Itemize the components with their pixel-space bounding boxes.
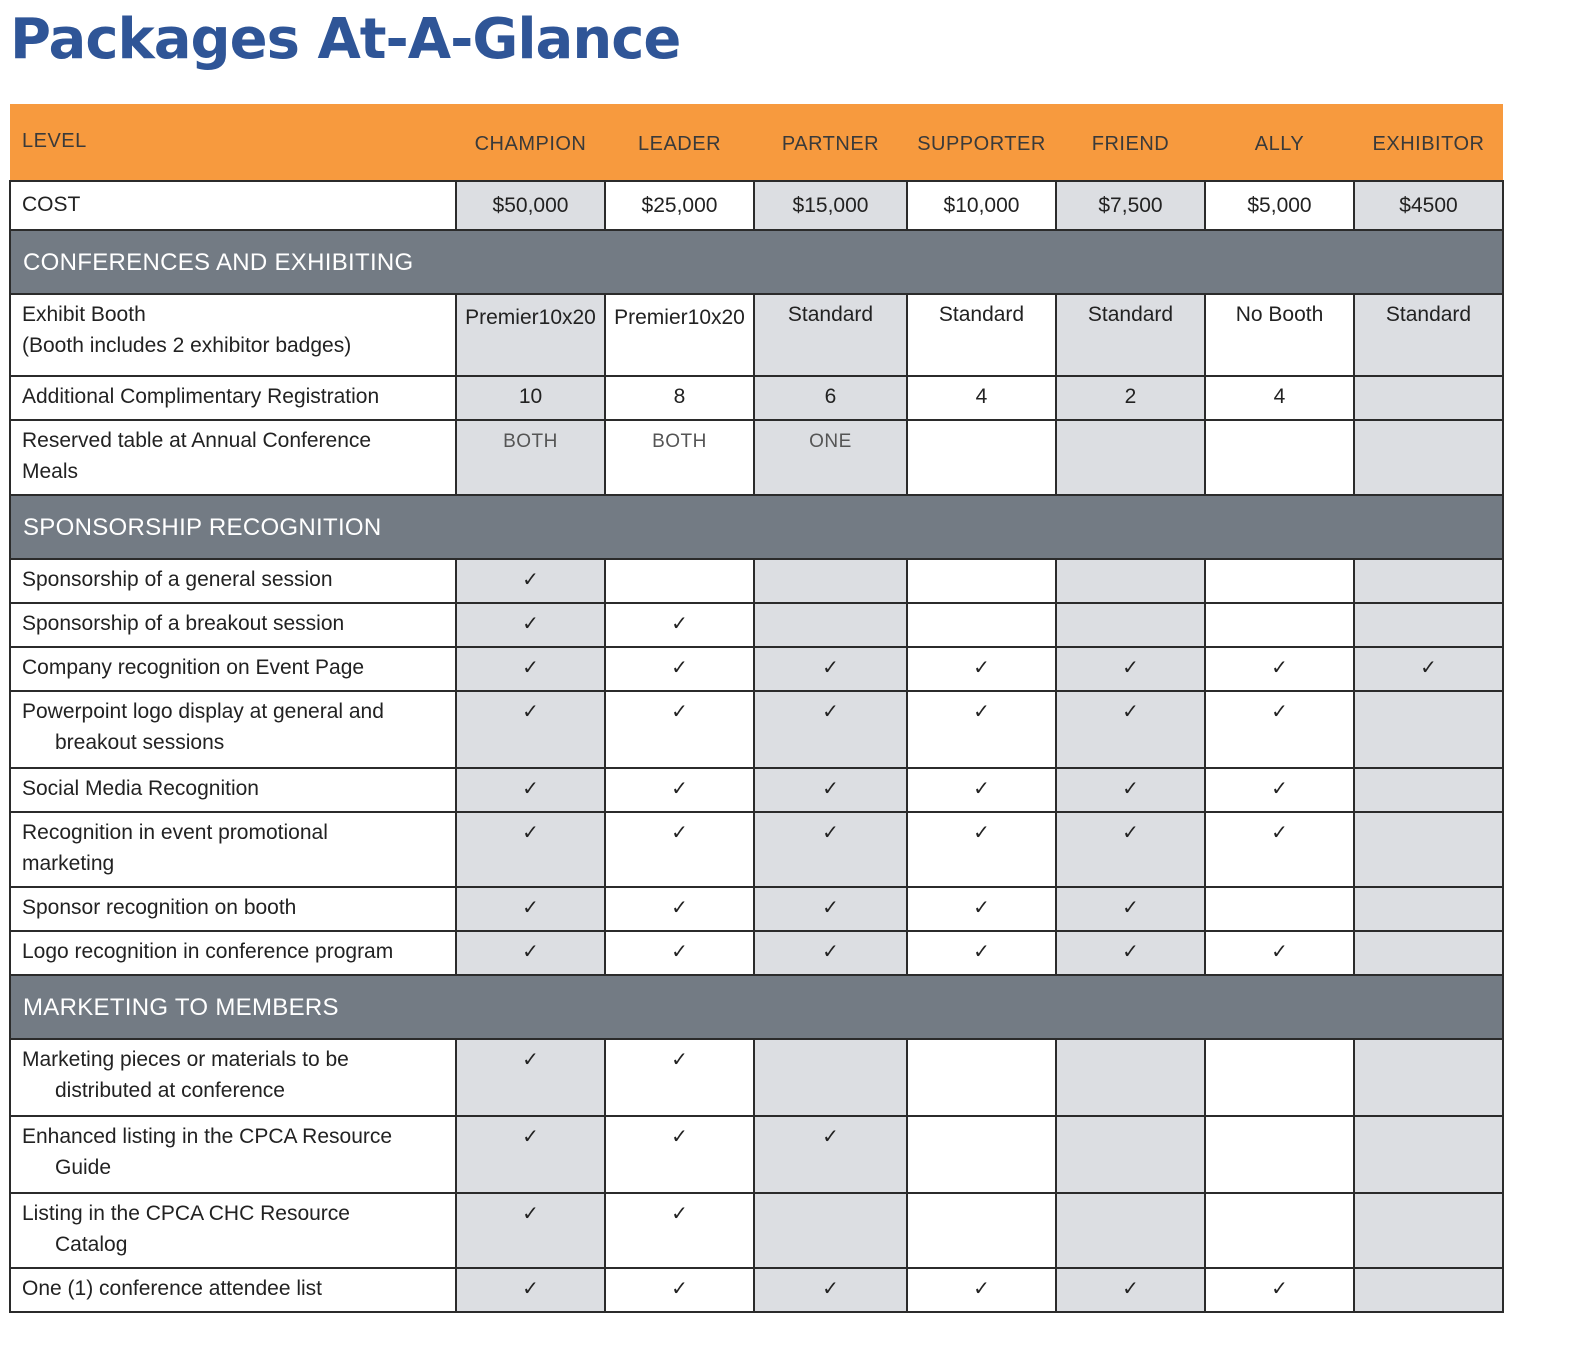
cost-value: $15,000 bbox=[754, 181, 907, 230]
cost-value: $10,000 bbox=[907, 181, 1056, 230]
level-cell bbox=[456, 1193, 605, 1268]
level-cell bbox=[1056, 376, 1205, 420]
level-cell bbox=[907, 647, 1056, 691]
level-cell bbox=[754, 1268, 907, 1312]
row-label-line: Sponsor recognition on booth bbox=[22, 896, 297, 919]
cell-value: Premier bbox=[465, 306, 539, 329]
checkmark-icon: ✓ bbox=[1420, 655, 1437, 679]
checkmark-icon: ✓ bbox=[1122, 939, 1139, 963]
checkmark-icon: ✓ bbox=[973, 776, 990, 800]
checkmark-icon: ✓ bbox=[1271, 655, 1288, 679]
checkmark-icon: ✓ bbox=[522, 1124, 539, 1148]
cell-value: 4 bbox=[1273, 385, 1286, 408]
checkmark-icon: ✓ bbox=[522, 895, 539, 919]
level-cell bbox=[754, 1193, 907, 1268]
level-cell bbox=[1205, 1268, 1354, 1312]
row-label-line: Catalog bbox=[55, 1233, 128, 1256]
checkmark-icon: ✓ bbox=[522, 1201, 539, 1225]
level-cell bbox=[456, 294, 605, 376]
level-cell bbox=[1354, 420, 1503, 495]
level-cell bbox=[605, 1268, 754, 1312]
level-cell bbox=[1205, 1193, 1354, 1268]
row-label-line: Sponsorship of a general session bbox=[22, 568, 333, 591]
level-cell bbox=[1354, 603, 1503, 647]
level-cell bbox=[754, 376, 907, 420]
level-cell bbox=[1056, 887, 1205, 931]
checkmark-icon: ✓ bbox=[822, 699, 839, 723]
row-label bbox=[10, 812, 456, 887]
row-label bbox=[10, 603, 456, 647]
level-cell bbox=[1056, 768, 1205, 812]
table-row bbox=[10, 1039, 1503, 1116]
checkmark-icon: ✓ bbox=[671, 655, 688, 679]
level-cell bbox=[1354, 812, 1503, 887]
level-cell bbox=[605, 887, 754, 931]
cell-value: 10x20 bbox=[687, 306, 745, 329]
table-row bbox=[10, 812, 1503, 887]
header-level-supporter: SUPPORTER bbox=[917, 132, 1046, 155]
row-label-line: Recognition in event promotional bbox=[22, 821, 328, 844]
page-title: Packages At-A-Glance bbox=[10, 7, 681, 72]
level-cell bbox=[907, 1116, 1056, 1193]
level-cell bbox=[754, 691, 907, 768]
checkmark-icon: ✓ bbox=[522, 699, 539, 723]
level-cell bbox=[907, 1268, 1056, 1312]
header-row bbox=[10, 104, 1503, 181]
level-cell bbox=[907, 1039, 1056, 1116]
checkmark-icon: ✓ bbox=[822, 939, 839, 963]
level-cell bbox=[754, 1116, 907, 1193]
checkmark-icon: ✓ bbox=[522, 611, 539, 635]
header-level-leader: LEADER bbox=[637, 132, 722, 155]
level-cell bbox=[1205, 887, 1354, 931]
cell-value: No Booth bbox=[1235, 303, 1324, 326]
level-cell bbox=[456, 1039, 605, 1116]
cell-value: Standard bbox=[787, 303, 874, 326]
checkmark-icon: ✓ bbox=[671, 776, 688, 800]
checkmark-icon: ✓ bbox=[1271, 776, 1288, 800]
checkmark-icon: ✓ bbox=[822, 1276, 839, 1300]
level-cell bbox=[1354, 768, 1503, 812]
level-cell bbox=[907, 420, 1056, 495]
cell-value: Standard bbox=[1385, 303, 1472, 326]
table-row bbox=[10, 603, 1503, 647]
row-label-line: Marketing pieces or materials to be bbox=[22, 1048, 349, 1071]
row-label-line: Guide bbox=[55, 1156, 112, 1179]
table-row bbox=[10, 376, 1503, 420]
level-cell bbox=[456, 931, 605, 975]
level-cell bbox=[456, 812, 605, 887]
level-cell bbox=[456, 768, 605, 812]
checkmark-icon: ✓ bbox=[671, 699, 688, 723]
level-cell bbox=[605, 931, 754, 975]
level-cell bbox=[1056, 1268, 1205, 1312]
table-row bbox=[10, 647, 1503, 691]
level-cell bbox=[907, 812, 1056, 887]
section-title: SPONSORSHIP RECOGNITION bbox=[10, 495, 1503, 559]
cost-value: $5,000 bbox=[1205, 181, 1354, 230]
level-cell bbox=[754, 420, 907, 495]
row-label bbox=[10, 294, 456, 376]
row-label-line: Meals bbox=[22, 460, 79, 483]
cell-value: Standard bbox=[1087, 303, 1174, 326]
header-level-partner: PARTNER bbox=[781, 132, 880, 155]
level-cell bbox=[1354, 559, 1503, 603]
level-cell bbox=[1205, 691, 1354, 768]
level-cell bbox=[907, 376, 1056, 420]
table-row bbox=[10, 887, 1503, 931]
checkmark-icon: ✓ bbox=[522, 655, 539, 679]
level-cell bbox=[456, 1268, 605, 1312]
row-label bbox=[10, 1193, 456, 1268]
checkmark-icon: ✓ bbox=[671, 611, 688, 635]
checkmark-icon: ✓ bbox=[1122, 776, 1139, 800]
level-cell bbox=[605, 691, 754, 768]
row-label-line: Social Media Recognition bbox=[22, 777, 259, 800]
table-row bbox=[10, 559, 1503, 603]
cell-value: Premier bbox=[614, 306, 688, 329]
table-row bbox=[10, 1116, 1503, 1193]
checkmark-icon: ✓ bbox=[671, 939, 688, 963]
level-cell bbox=[1354, 887, 1503, 931]
level-cell bbox=[1056, 420, 1205, 495]
row-label-line: One (1) conference attendee list bbox=[22, 1277, 323, 1300]
level-cell bbox=[456, 647, 605, 691]
level-cell bbox=[1205, 420, 1354, 495]
checkmark-icon: ✓ bbox=[522, 1047, 539, 1071]
checkmark-icon: ✓ bbox=[973, 939, 990, 963]
level-cell bbox=[754, 559, 907, 603]
checkmark-icon: ✓ bbox=[522, 939, 539, 963]
checkmark-icon: ✓ bbox=[822, 895, 839, 919]
cell-value: 10 bbox=[518, 385, 543, 408]
table-row bbox=[10, 768, 1503, 812]
row-label-line: (Booth includes 2 exhibitor badges) bbox=[22, 334, 352, 357]
level-cell bbox=[456, 376, 605, 420]
section-header-row bbox=[10, 230, 1503, 294]
level-cell bbox=[1056, 812, 1205, 887]
header-level-ally: ALLY bbox=[1254, 132, 1305, 155]
level-cell bbox=[1354, 647, 1503, 691]
level-cell bbox=[456, 887, 605, 931]
level-cell bbox=[754, 931, 907, 975]
row-label bbox=[10, 1116, 456, 1193]
checkmark-icon: ✓ bbox=[973, 895, 990, 919]
table-row bbox=[10, 931, 1503, 975]
level-cell bbox=[605, 1116, 754, 1193]
level-cell bbox=[1354, 1116, 1503, 1193]
checkmark-icon: ✓ bbox=[1271, 1276, 1288, 1300]
checkmark-icon: ✓ bbox=[822, 1124, 839, 1148]
row-label bbox=[10, 376, 456, 420]
cell-value: 4 bbox=[975, 385, 988, 408]
cell-value: BOTH bbox=[503, 431, 558, 452]
level-cell bbox=[1354, 376, 1503, 420]
level-cell bbox=[1056, 691, 1205, 768]
row-label-line: breakout sessions bbox=[55, 731, 225, 754]
level-cell bbox=[456, 559, 605, 603]
table-row bbox=[10, 420, 1503, 495]
checkmark-icon: ✓ bbox=[1122, 699, 1139, 723]
cell-value: 8 bbox=[673, 385, 686, 408]
level-cell bbox=[907, 1193, 1056, 1268]
checkmark-icon: ✓ bbox=[1122, 655, 1139, 679]
level-cell bbox=[754, 887, 907, 931]
header-level-label: LEVEL bbox=[22, 129, 87, 152]
level-cell bbox=[907, 768, 1056, 812]
checkmark-icon: ✓ bbox=[671, 895, 688, 919]
checkmark-icon: ✓ bbox=[973, 820, 990, 844]
checkmark-icon: ✓ bbox=[1122, 820, 1139, 844]
row-label-line: Sponsorship of a breakout session bbox=[22, 612, 345, 635]
row-label-line: Exhibit Booth bbox=[22, 303, 146, 326]
level-cell bbox=[907, 559, 1056, 603]
level-cell bbox=[1205, 1039, 1354, 1116]
level-cell bbox=[1205, 559, 1354, 603]
packages-table bbox=[9, 104, 1504, 1313]
level-cell bbox=[907, 603, 1056, 647]
level-cell bbox=[605, 647, 754, 691]
level-cell bbox=[1205, 376, 1354, 420]
cost-value: $25,000 bbox=[605, 181, 754, 230]
checkmark-icon: ✓ bbox=[522, 776, 539, 800]
level-cell bbox=[907, 691, 1056, 768]
checkmark-icon: ✓ bbox=[973, 699, 990, 723]
section-title: CONFERENCES AND EXHIBITING bbox=[10, 230, 1503, 294]
level-cell bbox=[754, 294, 907, 376]
row-label bbox=[10, 691, 456, 768]
level-cell bbox=[1056, 931, 1205, 975]
row-label bbox=[10, 420, 456, 495]
level-cell bbox=[907, 294, 1056, 376]
checkmark-icon: ✓ bbox=[522, 1276, 539, 1300]
checkmark-icon: ✓ bbox=[522, 567, 539, 591]
level-cell bbox=[1354, 294, 1503, 376]
level-cell bbox=[1354, 1268, 1503, 1312]
level-cell bbox=[754, 812, 907, 887]
cost-value: $4500 bbox=[1354, 181, 1503, 230]
cost-value: $7,500 bbox=[1056, 181, 1205, 230]
checkmark-icon: ✓ bbox=[671, 1047, 688, 1071]
row-label bbox=[10, 1039, 456, 1116]
checkmark-icon: ✓ bbox=[822, 820, 839, 844]
level-cell bbox=[1205, 1116, 1354, 1193]
checkmark-icon: ✓ bbox=[822, 776, 839, 800]
level-cell bbox=[1205, 931, 1354, 975]
header-level-friend: FRIEND bbox=[1091, 132, 1170, 155]
checkmark-icon: ✓ bbox=[522, 820, 539, 844]
level-cell bbox=[754, 603, 907, 647]
level-cell bbox=[1205, 812, 1354, 887]
level-cell bbox=[1056, 1193, 1205, 1268]
checkmark-icon: ✓ bbox=[671, 1201, 688, 1225]
level-cell bbox=[1056, 647, 1205, 691]
row-label-line: marketing bbox=[22, 852, 115, 875]
row-label-line: Enhanced listing in the CPCA Resource bbox=[22, 1125, 393, 1148]
section-header-row bbox=[10, 495, 1503, 559]
row-label-line: Listing in the CPCA CHC Resource bbox=[22, 1202, 350, 1225]
level-cell bbox=[605, 420, 754, 495]
level-cell bbox=[1205, 768, 1354, 812]
cell-value: 2 bbox=[1124, 385, 1137, 408]
table-row bbox=[10, 1268, 1503, 1312]
cell-value: BOTH bbox=[652, 431, 707, 452]
level-cell bbox=[1354, 1039, 1503, 1116]
checkmark-icon: ✓ bbox=[1271, 699, 1288, 723]
level-cell bbox=[1354, 931, 1503, 975]
checkmark-icon: ✓ bbox=[1271, 820, 1288, 844]
level-cell bbox=[1354, 691, 1503, 768]
row-label bbox=[10, 559, 456, 603]
table-row bbox=[10, 691, 1503, 768]
level-cell bbox=[1205, 294, 1354, 376]
row-label-line: Company recognition on Event Page bbox=[22, 656, 365, 679]
cell-value: Standard bbox=[938, 303, 1025, 326]
level-cell bbox=[456, 691, 605, 768]
cell-value: 10x20 bbox=[538, 306, 596, 329]
checkmark-icon: ✓ bbox=[973, 1276, 990, 1300]
level-cell bbox=[605, 1039, 754, 1116]
level-cell bbox=[605, 603, 754, 647]
level-cell bbox=[1056, 1116, 1205, 1193]
checkmark-icon: ✓ bbox=[822, 655, 839, 679]
cost-label: COST bbox=[10, 181, 456, 230]
cost-row bbox=[10, 181, 1503, 230]
checkmark-icon: ✓ bbox=[671, 1124, 688, 1148]
level-cell bbox=[1056, 559, 1205, 603]
level-cell bbox=[1056, 294, 1205, 376]
section-header-row bbox=[10, 975, 1503, 1039]
row-label-line: Additional Complimentary Registration bbox=[22, 385, 380, 408]
row-label bbox=[10, 647, 456, 691]
level-cell bbox=[1056, 603, 1205, 647]
level-cell bbox=[754, 1039, 907, 1116]
level-cell bbox=[754, 647, 907, 691]
cell-value: 6 bbox=[824, 385, 837, 408]
checkmark-icon: ✓ bbox=[973, 655, 990, 679]
header-level-exhibitor: EXHIBITOR bbox=[1372, 132, 1485, 155]
level-cell bbox=[1354, 1193, 1503, 1268]
row-label-line: Reserved table at Annual Conference bbox=[22, 429, 372, 452]
level-cell bbox=[754, 768, 907, 812]
checkmark-icon: ✓ bbox=[1271, 939, 1288, 963]
row-label-line: distributed at conference bbox=[55, 1079, 285, 1102]
row-label bbox=[10, 768, 456, 812]
row-label-line: Powerpoint logo display at general and bbox=[22, 700, 384, 723]
level-cell bbox=[1205, 647, 1354, 691]
level-cell bbox=[907, 931, 1056, 975]
row-label bbox=[10, 931, 456, 975]
level-cell bbox=[605, 768, 754, 812]
level-cell bbox=[456, 603, 605, 647]
level-cell bbox=[1205, 603, 1354, 647]
row-label bbox=[10, 887, 456, 931]
level-cell bbox=[605, 294, 754, 376]
level-cell bbox=[456, 420, 605, 495]
table-row bbox=[10, 294, 1503, 376]
level-cell bbox=[605, 1193, 754, 1268]
level-cell bbox=[907, 887, 1056, 931]
table-row bbox=[10, 1193, 1503, 1268]
level-cell bbox=[605, 376, 754, 420]
row-label-line: Logo recognition in conference program bbox=[22, 940, 394, 963]
level-cell bbox=[456, 1116, 605, 1193]
checkmark-icon: ✓ bbox=[671, 1276, 688, 1300]
row-label bbox=[10, 1268, 456, 1312]
checkmark-icon: ✓ bbox=[1122, 895, 1139, 919]
level-cell bbox=[605, 559, 754, 603]
cost-value: $50,000 bbox=[456, 181, 605, 230]
header-level-champion: CHAMPION bbox=[474, 132, 587, 155]
cell-value: ONE bbox=[809, 431, 852, 452]
checkmark-icon: ✓ bbox=[671, 820, 688, 844]
section-title: MARKETING TO MEMBERS bbox=[10, 975, 1503, 1039]
level-cell bbox=[605, 812, 754, 887]
checkmark-icon: ✓ bbox=[1122, 1276, 1139, 1300]
level-cell bbox=[1056, 1039, 1205, 1116]
